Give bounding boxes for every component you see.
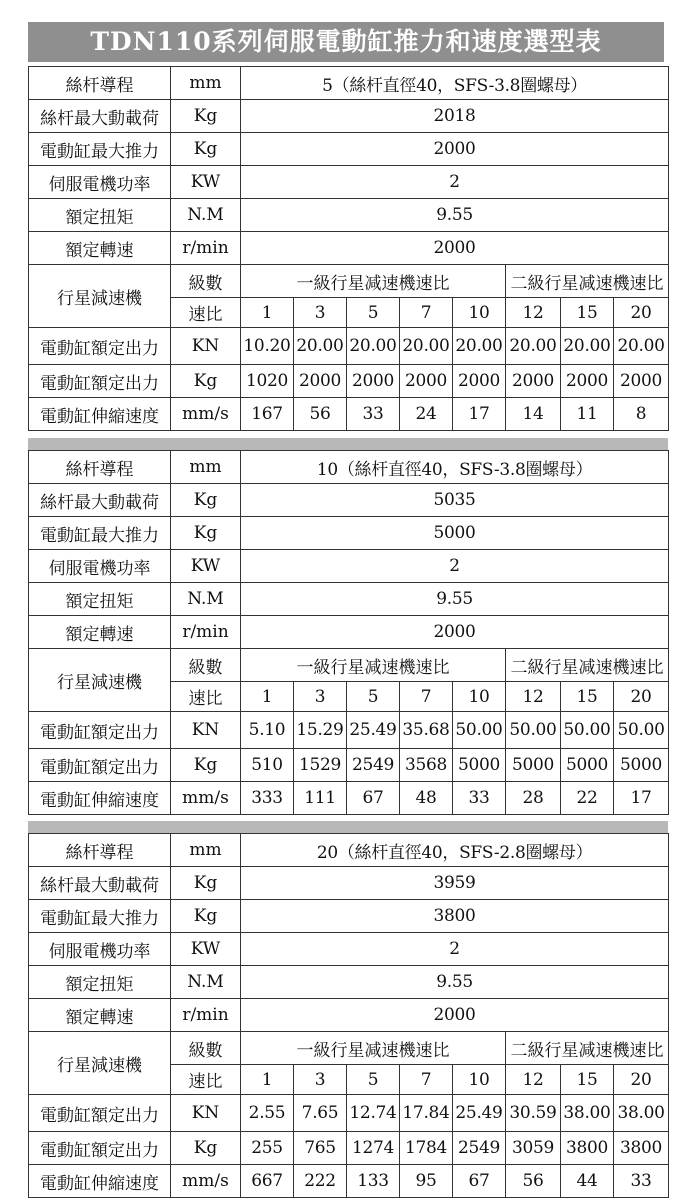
data-cell: 50.00 — [561, 712, 614, 749]
row-label: 絲杆導程 — [29, 451, 171, 484]
stage-label: 級數 — [171, 1032, 241, 1065]
reducer-stage-row — [29, 649, 669, 682]
unit-cell: N.M — [171, 583, 241, 616]
unit-cell: Kg — [171, 365, 241, 398]
value-cell: 5（絲杆直徑40，SFS-3.8圈螺母） — [241, 67, 669, 100]
max-thrust-row — [29, 133, 669, 166]
value-cell: 3800 — [241, 900, 669, 933]
value-cell: 2000 — [241, 999, 669, 1032]
unit-cell: mm/s — [171, 398, 241, 431]
data-cell: 2000 — [506, 365, 561, 398]
ratio-cell: 15 — [561, 1065, 614, 1095]
value-cell: 9.55 — [241, 583, 669, 616]
value-cell: 2000 — [241, 133, 669, 166]
rated-output-kn-row — [29, 712, 669, 749]
value-cell: 9.55 — [241, 966, 669, 999]
data-cell: 5000 — [506, 749, 561, 782]
ratio-cell: 12 — [506, 682, 561, 712]
data-cell: 2000 — [294, 365, 347, 398]
max-load-row — [29, 100, 669, 133]
value-cell: 2000 — [241, 232, 669, 265]
row-label: 絲杆導程 — [29, 67, 171, 100]
data-cell: 33 — [614, 1165, 669, 1198]
unit-cell: mm — [171, 451, 241, 484]
data-cell: 8 — [614, 398, 669, 431]
ratio-cell: 1 — [241, 298, 294, 328]
data-cell: 20.00 — [506, 328, 561, 365]
stage1-header: 一級行星减速機速比 — [241, 649, 506, 682]
stroke-speed-row — [29, 1165, 669, 1198]
data-cell: 2000 — [400, 365, 453, 398]
stroke-speed-row — [29, 782, 669, 815]
row-label: 電動缸伸縮速度 — [29, 782, 171, 815]
row-label: 電動缸額定出力 — [29, 712, 171, 749]
reducer-label: 行星減速機 — [29, 1032, 171, 1095]
motor-power-row — [29, 933, 669, 966]
rated-output-kn-row — [29, 1095, 669, 1132]
stage2-header: 二級行星减速機速比 — [506, 1032, 669, 1065]
data-cell: 20.00 — [614, 328, 669, 365]
data-cell: 67 — [453, 1165, 506, 1198]
data-cell: 25.49 — [347, 712, 400, 749]
stroke-speed-row — [29, 398, 669, 431]
stage-label: 級數 — [171, 265, 241, 298]
unit-cell: Kg — [171, 133, 241, 166]
unit-cell: mm — [171, 834, 241, 867]
row-label: 絲杆最大動載荷 — [29, 484, 171, 517]
ratio-cell: 10 — [453, 682, 506, 712]
data-cell: 22 — [561, 782, 614, 815]
section-separator — [28, 821, 668, 833]
data-cell: 3568 — [400, 749, 453, 782]
ratio-label: 速比 — [171, 1065, 241, 1095]
section-separator — [28, 438, 668, 450]
data-cell: 3800 — [614, 1132, 669, 1165]
unit-cell: KW — [171, 933, 241, 966]
data-cell: 667 — [241, 1165, 294, 1198]
rated-torque-row — [29, 583, 669, 616]
unit-cell: mm/s — [171, 782, 241, 815]
data-cell: 17 — [453, 398, 506, 431]
rated-output-kg-row — [29, 749, 669, 782]
unit-cell: KN — [171, 712, 241, 749]
reducer-stage-row — [29, 265, 669, 298]
unit-cell: Kg — [171, 100, 241, 133]
data-cell: 20.00 — [294, 328, 347, 365]
stage1-header: 一級行星减速機速比 — [241, 1032, 506, 1065]
ratio-cell: 20 — [614, 1065, 669, 1095]
max-load-row — [29, 867, 669, 900]
ratio-cell: 20 — [614, 682, 669, 712]
stage1-header: 一級行星减速機速比 — [241, 265, 506, 298]
rated-speed-row — [29, 616, 669, 649]
data-cell: 2000 — [561, 365, 614, 398]
spec-section — [28, 450, 668, 815]
row-label: 電動缸伸縮速度 — [29, 398, 171, 431]
rated-output-kn-row — [29, 328, 669, 365]
ratio-cell: 7 — [400, 1065, 453, 1095]
unit-cell: mm/s — [171, 1165, 241, 1198]
screw-lead-row — [29, 834, 669, 867]
unit-cell: Kg — [171, 900, 241, 933]
row-label: 伺服電機功率 — [29, 166, 171, 199]
data-cell: 1274 — [347, 1132, 400, 1165]
data-cell: 20.00 — [453, 328, 506, 365]
unit-cell: r/min — [171, 232, 241, 265]
data-cell: 1529 — [294, 749, 347, 782]
data-cell: 20.00 — [347, 328, 400, 365]
data-cell: 2000 — [347, 365, 400, 398]
spec-section — [28, 833, 668, 1198]
motor-power-row — [29, 550, 669, 583]
data-cell: 3800 — [561, 1132, 614, 1165]
spec-section — [28, 66, 668, 431]
data-cell: 35.68 — [400, 712, 453, 749]
unit-cell: N.M — [171, 966, 241, 999]
unit-cell: mm — [171, 67, 241, 100]
data-cell: 2549 — [453, 1132, 506, 1165]
data-cell: 11 — [561, 398, 614, 431]
value-cell: 2018 — [241, 100, 669, 133]
row-label: 電動缸最大推力 — [29, 133, 171, 166]
stage2-header: 二級行星减速機速比 — [506, 265, 669, 298]
stage2-header: 二級行星减速機速比 — [506, 649, 669, 682]
data-cell: 15.29 — [294, 712, 347, 749]
ratio-cell: 5 — [347, 1065, 400, 1095]
data-cell: 510 — [241, 749, 294, 782]
row-label: 電動缸額定出力 — [29, 365, 171, 398]
row-label: 電動缸額定出力 — [29, 328, 171, 365]
value-cell: 2 — [241, 166, 669, 199]
data-cell: 1020 — [241, 365, 294, 398]
data-cell: 2000 — [614, 365, 669, 398]
unit-cell: Kg — [171, 517, 241, 550]
reducer-label: 行星減速機 — [29, 265, 171, 328]
data-cell: 33 — [453, 782, 506, 815]
ratio-cell: 15 — [561, 682, 614, 712]
data-cell: 5.10 — [241, 712, 294, 749]
unit-cell: KN — [171, 328, 241, 365]
row-label: 絲杆最大動載荷 — [29, 867, 171, 900]
ratio-cell: 12 — [506, 1065, 561, 1095]
rated-speed-row — [29, 999, 669, 1032]
data-cell: 50.00 — [453, 712, 506, 749]
spec-table — [28, 833, 669, 1198]
stage-label: 級數 — [171, 649, 241, 682]
value-cell: 10（絲杆直徑40，SFS-3.8圈螺母） — [241, 451, 669, 484]
page-title: TDN110系列伺服電動缸推力和速度選型表 — [28, 22, 664, 62]
row-label: 絲杆導程 — [29, 834, 171, 867]
reducer-stage-row — [29, 1032, 669, 1065]
row-label: 伺服電機功率 — [29, 933, 171, 966]
ratio-cell: 5 — [347, 298, 400, 328]
row-label: 額定轉速 — [29, 999, 171, 1032]
row-label: 電動缸額定出力 — [29, 1095, 171, 1132]
screw-lead-row — [29, 67, 669, 100]
data-cell: 167 — [241, 398, 294, 431]
row-label: 額定轉速 — [29, 232, 171, 265]
unit-cell: Kg — [171, 1132, 241, 1165]
value-cell: 2 — [241, 933, 669, 966]
ratio-cell: 5 — [347, 682, 400, 712]
unit-cell: r/min — [171, 999, 241, 1032]
value-cell: 20（絲杆直徑40，SFS-2.8圈螺母） — [241, 834, 669, 867]
data-cell: 20.00 — [561, 328, 614, 365]
data-cell: 10.20 — [241, 328, 294, 365]
data-cell: 1784 — [400, 1132, 453, 1165]
ratio-cell: 3 — [294, 298, 347, 328]
rated-output-kg-row — [29, 1132, 669, 1165]
ratio-cell: 3 — [294, 682, 347, 712]
ratio-label: 速比 — [171, 298, 241, 328]
data-cell: 95 — [400, 1165, 453, 1198]
ratio-cell: 15 — [561, 298, 614, 328]
row-label: 電動缸伸縮速度 — [29, 1165, 171, 1198]
data-cell: 50.00 — [506, 712, 561, 749]
data-cell: 50.00 — [614, 712, 669, 749]
data-cell: 133 — [347, 1165, 400, 1198]
data-cell: 255 — [241, 1132, 294, 1165]
row-label: 電動缸最大推力 — [29, 900, 171, 933]
data-cell: 56 — [506, 1165, 561, 1198]
unit-cell: Kg — [171, 749, 241, 782]
rated-torque-row — [29, 199, 669, 232]
row-label: 電動缸最大推力 — [29, 517, 171, 550]
spec-table — [28, 66, 669, 431]
data-cell: 14 — [506, 398, 561, 431]
rated-torque-row — [29, 966, 669, 999]
rated-output-kg-row — [29, 365, 669, 398]
ratio-cell: 3 — [294, 1065, 347, 1095]
data-cell: 28 — [506, 782, 561, 815]
value-cell: 5035 — [241, 484, 669, 517]
spec-table — [28, 450, 669, 815]
data-cell: 25.49 — [453, 1095, 506, 1132]
data-cell: 12.74 — [347, 1095, 400, 1132]
ratio-cell: 12 — [506, 298, 561, 328]
row-label: 額定扭矩 — [29, 966, 171, 999]
data-cell: 5000 — [453, 749, 506, 782]
ratio-cell: 20 — [614, 298, 669, 328]
data-cell: 333 — [241, 782, 294, 815]
data-cell: 24 — [400, 398, 453, 431]
unit-cell: Kg — [171, 867, 241, 900]
ratio-cell: 10 — [453, 1065, 506, 1095]
data-cell: 20.00 — [400, 328, 453, 365]
data-cell: 33 — [347, 398, 400, 431]
value-cell: 3959 — [241, 867, 669, 900]
data-cell: 3059 — [506, 1132, 561, 1165]
data-cell: 67 — [347, 782, 400, 815]
unit-cell: KW — [171, 550, 241, 583]
unit-cell: KN — [171, 1095, 241, 1132]
ratio-cell: 1 — [241, 1065, 294, 1095]
unit-cell: KW — [171, 166, 241, 199]
data-cell: 2000 — [453, 365, 506, 398]
ratio-label: 速比 — [171, 682, 241, 712]
value-cell: 2000 — [241, 616, 669, 649]
screw-lead-row — [29, 451, 669, 484]
data-cell: 30.59 — [506, 1095, 561, 1132]
rated-speed-row — [29, 232, 669, 265]
data-cell: 222 — [294, 1165, 347, 1198]
data-cell: 38.00 — [614, 1095, 669, 1132]
row-label: 電動缸額定出力 — [29, 1132, 171, 1165]
data-cell: 17 — [614, 782, 669, 815]
value-cell: 2 — [241, 550, 669, 583]
data-cell: 56 — [294, 398, 347, 431]
row-label: 額定轉速 — [29, 616, 171, 649]
max-load-row — [29, 484, 669, 517]
data-cell: 44 — [561, 1165, 614, 1198]
reducer-label: 行星減速機 — [29, 649, 171, 712]
data-cell: 2.55 — [241, 1095, 294, 1132]
row-label: 電動缸額定出力 — [29, 749, 171, 782]
ratio-cell: 7 — [400, 682, 453, 712]
data-cell: 765 — [294, 1132, 347, 1165]
data-cell: 111 — [294, 782, 347, 815]
data-cell: 7.65 — [294, 1095, 347, 1132]
max-thrust-row — [29, 900, 669, 933]
value-cell: 5000 — [241, 517, 669, 550]
data-cell: 5000 — [614, 749, 669, 782]
motor-power-row — [29, 166, 669, 199]
ratio-cell: 10 — [453, 298, 506, 328]
row-label: 伺服電機功率 — [29, 550, 171, 583]
unit-cell: r/min — [171, 616, 241, 649]
row-label: 額定扭矩 — [29, 583, 171, 616]
data-cell: 48 — [400, 782, 453, 815]
ratio-cell: 7 — [400, 298, 453, 328]
data-cell: 17.84 — [400, 1095, 453, 1132]
unit-cell: N.M — [171, 199, 241, 232]
row-label: 額定扭矩 — [29, 199, 171, 232]
max-thrust-row — [29, 517, 669, 550]
data-cell: 38.00 — [561, 1095, 614, 1132]
data-cell: 2549 — [347, 749, 400, 782]
row-label: 絲杆最大動載荷 — [29, 100, 171, 133]
ratio-cell: 1 — [241, 682, 294, 712]
unit-cell: Kg — [171, 484, 241, 517]
data-cell: 5000 — [561, 749, 614, 782]
value-cell: 9.55 — [241, 199, 669, 232]
